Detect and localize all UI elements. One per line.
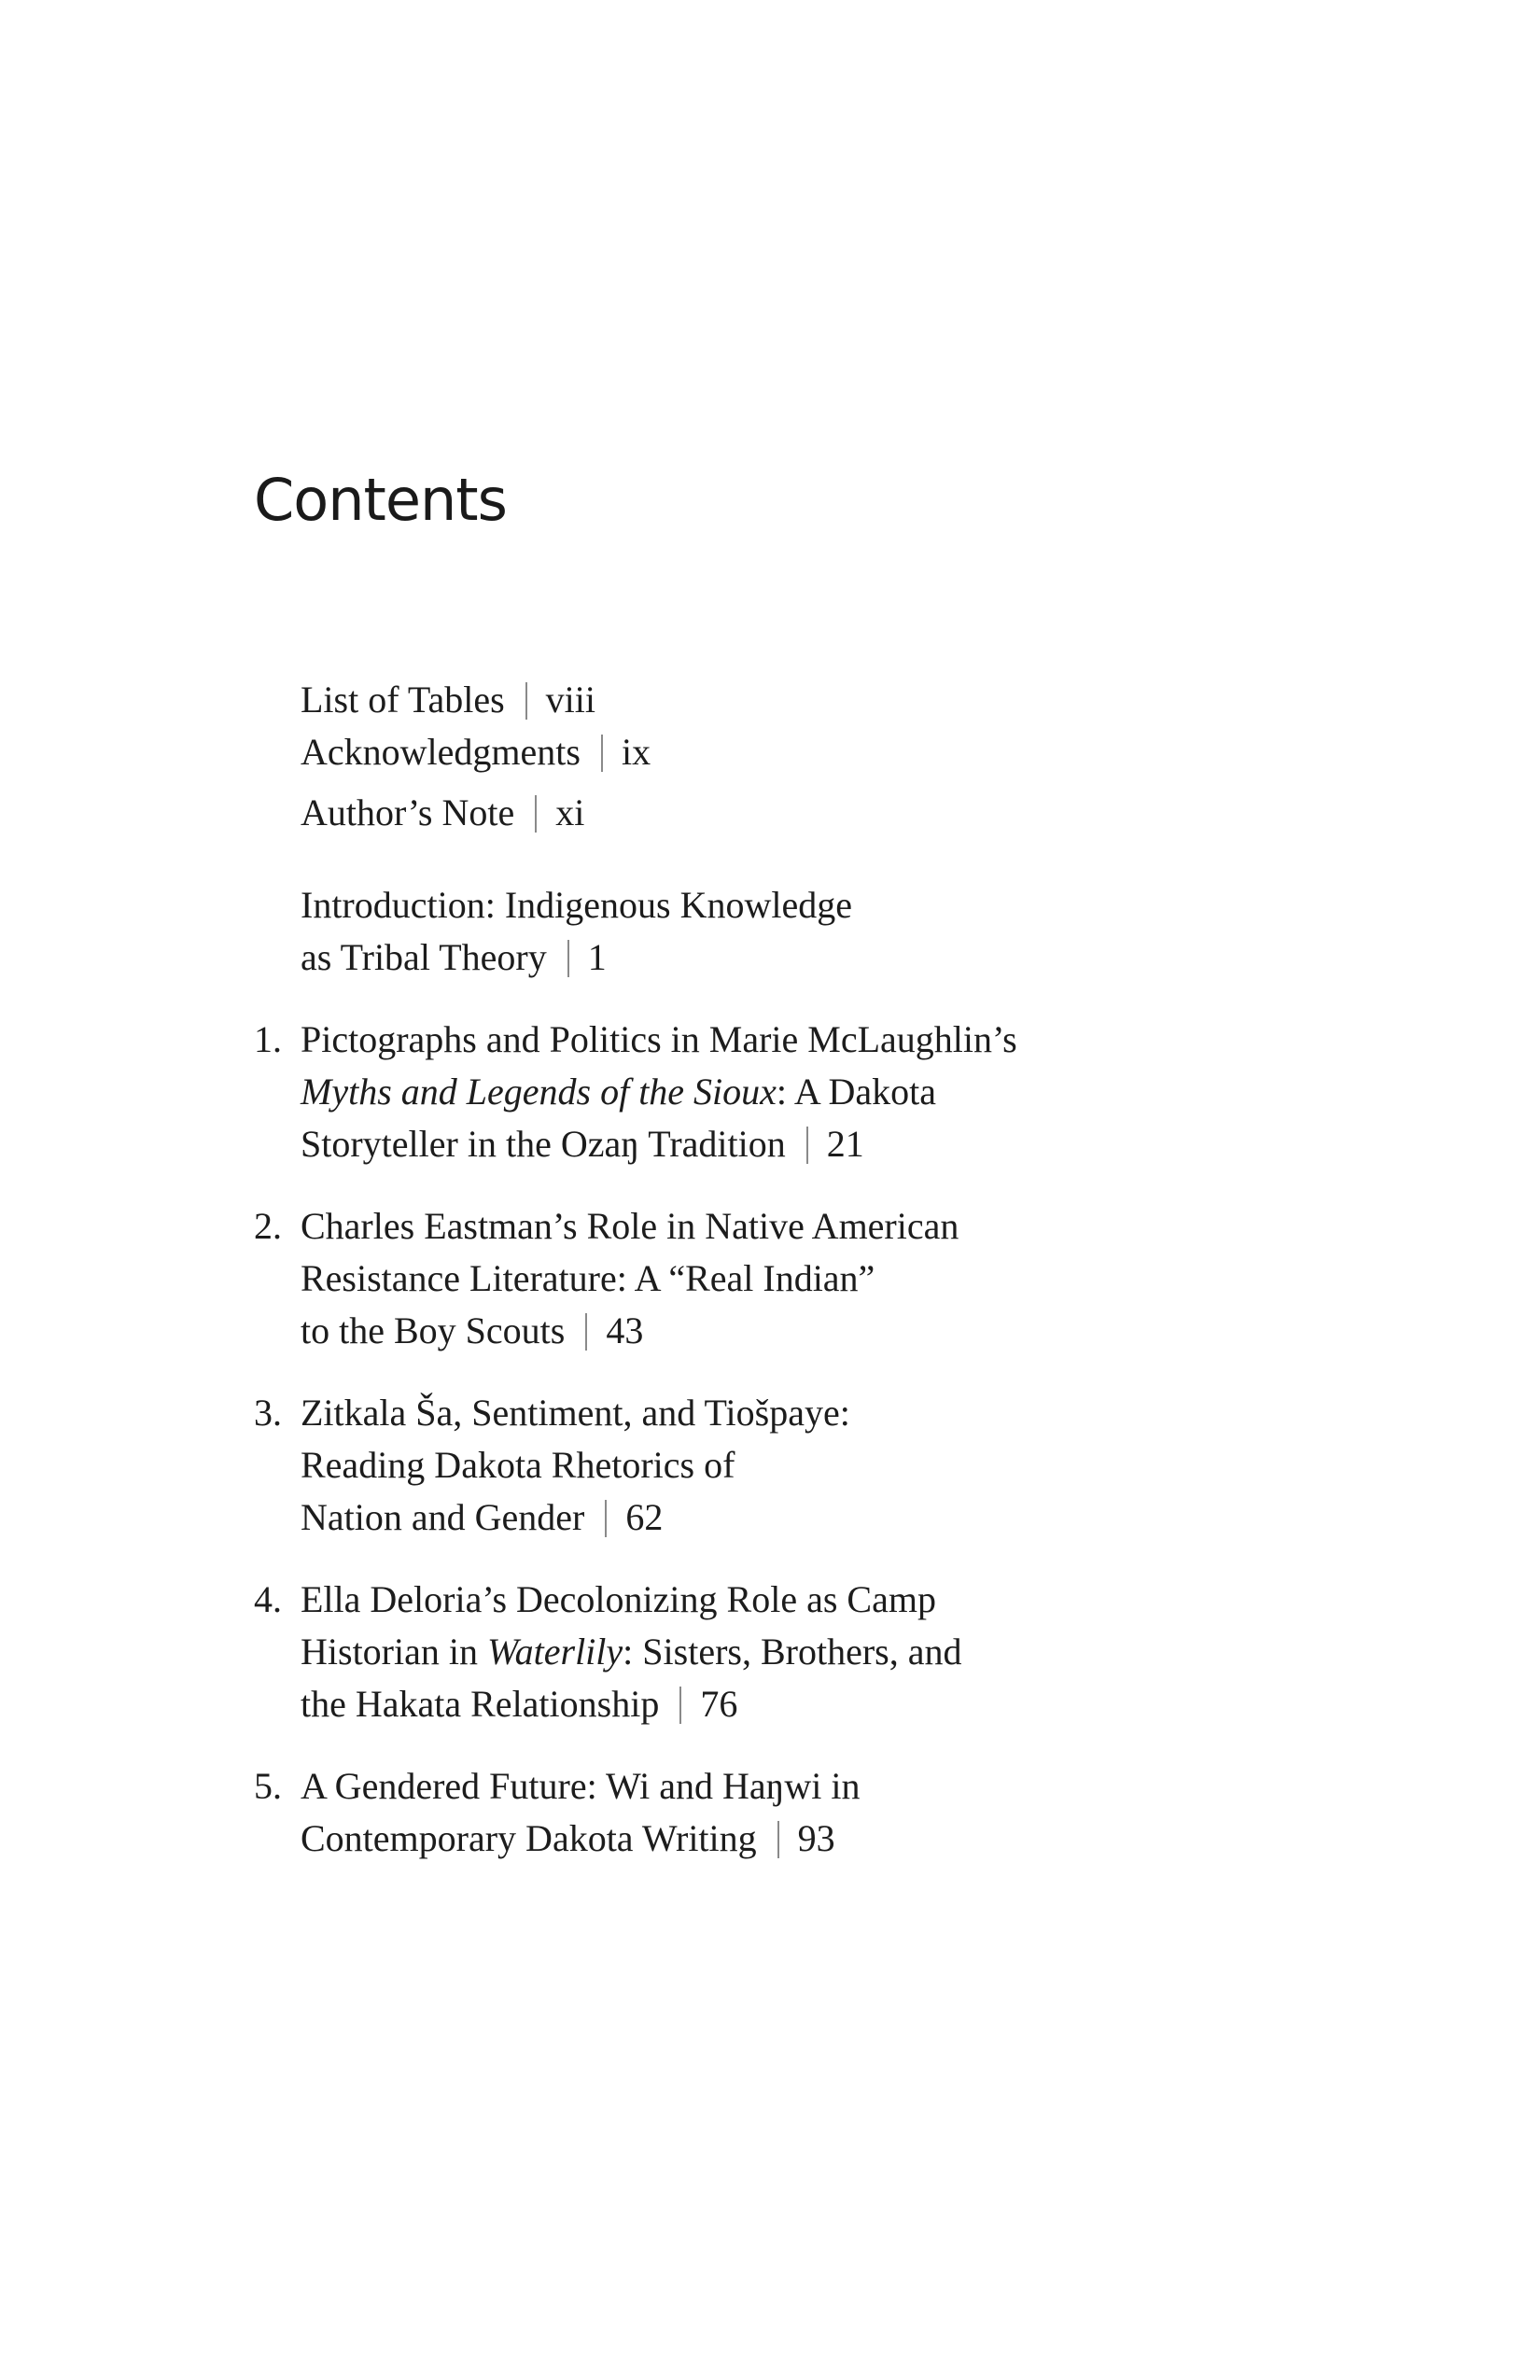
entry-title: the Hakata Relationship (301, 1683, 660, 1725)
entry-title: A Gendered Future: Wi and Haŋwi in (301, 1765, 861, 1807)
toc-entry-chapter-2-line3[interactable] (301, 1309, 644, 1351)
toc-entry-introduction-line1[interactable] (301, 884, 852, 926)
page-number: 62 (625, 1496, 664, 1538)
entry-title: to the Boy Scouts (301, 1309, 566, 1351)
entry-title: List of Tables (301, 679, 505, 721)
toc-entry-chapter-4-line1[interactable] (301, 1578, 936, 1620)
book-title: Myths and Legends of the Sioux (301, 1071, 777, 1113)
page-number: 93 (797, 1817, 835, 1859)
entry-title: Pictographs and Politics in Marie McLaughlin’s (301, 1018, 1017, 1060)
separator-bar (605, 1500, 607, 1537)
page-number: viii (545, 679, 595, 721)
entry-title: Resistance Literature: A “Real Indian” (301, 1257, 875, 1299)
toc-entry-chapter-4-line2[interactable] (301, 1633, 961, 1671)
entry-title: Reading Dakota Rhetorics of (301, 1444, 735, 1486)
entry-title: Introduction: Indigenous Knowledge (301, 884, 852, 926)
entry-title: : Sisters, Brothers, and (623, 1631, 962, 1673)
entry-title: Nation and Gender (301, 1496, 585, 1538)
toc-entry-chapter-1-line3[interactable] (301, 1123, 864, 1165)
toc-entry-introduction-line2[interactable] (301, 936, 607, 978)
chapter-number: 5. (254, 1765, 282, 1807)
separator-bar (585, 1313, 587, 1351)
entry-title: Acknowledgments (301, 731, 581, 773)
chapter-number: 3. (254, 1392, 282, 1434)
toc-entry-chapter-3-line1[interactable] (301, 1394, 850, 1432)
toc-entry-chapter-1-line1[interactable] (301, 1018, 1017, 1060)
chapter-number: 2. (254, 1205, 282, 1247)
toc-entry-acknowledgments[interactable] (301, 731, 651, 773)
entry-title: Zitkala Ša, Sentiment, and Tiošpaye: (301, 1392, 850, 1434)
entry-title: : A Dakota (776, 1071, 937, 1113)
toc-entry-chapter-3-line3[interactable] (301, 1496, 664, 1538)
toc-entry-chapter-3-line2[interactable] (301, 1444, 735, 1486)
entry-title: Charles Eastman’s Role in Native American (301, 1205, 959, 1247)
separator-bar (535, 795, 537, 833)
page-number: xi (555, 791, 585, 833)
page-number: 43 (606, 1309, 644, 1351)
toc-entry-chapter-4-line3[interactable] (301, 1683, 738, 1725)
page-number: 21 (826, 1123, 864, 1165)
chapter-number: 1. (254, 1018, 282, 1060)
separator-bar (679, 1687, 681, 1724)
page-number: 1 (587, 936, 607, 978)
page-number: 76 (700, 1683, 738, 1725)
toc-entry-chapter-2-line2[interactable] (301, 1257, 875, 1299)
separator-bar (525, 682, 527, 720)
entry-title: Author’s Note (301, 791, 515, 833)
toc-entry-chapter-5-line1[interactable] (301, 1765, 861, 1807)
page-number: ix (621, 731, 651, 773)
separator-bar (567, 940, 569, 977)
toc-entry-authors-note[interactable] (301, 791, 585, 833)
separator-bar (777, 1821, 779, 1858)
book-title: Waterlily (486, 1631, 623, 1673)
toc-entry-list-of-tables[interactable] (301, 681, 595, 720)
toc-entry-chapter-2-line1[interactable] (301, 1205, 959, 1247)
toc-entry-chapter-5-line2[interactable] (301, 1817, 835, 1859)
entry-title: Ella Deloria’s Decolonizing Role as Camp (301, 1578, 936, 1620)
entry-title: Contemporary Dakota Writing (301, 1817, 757, 1859)
page-title: Contents (254, 466, 507, 534)
entry-title: Storyteller in the Ozaŋ Tradition (301, 1123, 786, 1165)
chapter-number: 4. (254, 1578, 282, 1620)
separator-bar (806, 1127, 808, 1164)
entry-title: as Tribal Theory (301, 936, 547, 978)
entry-title: Historian in (301, 1631, 487, 1673)
separator-bar (601, 735, 603, 772)
toc-entry-chapter-1-line2[interactable] (301, 1073, 936, 1111)
